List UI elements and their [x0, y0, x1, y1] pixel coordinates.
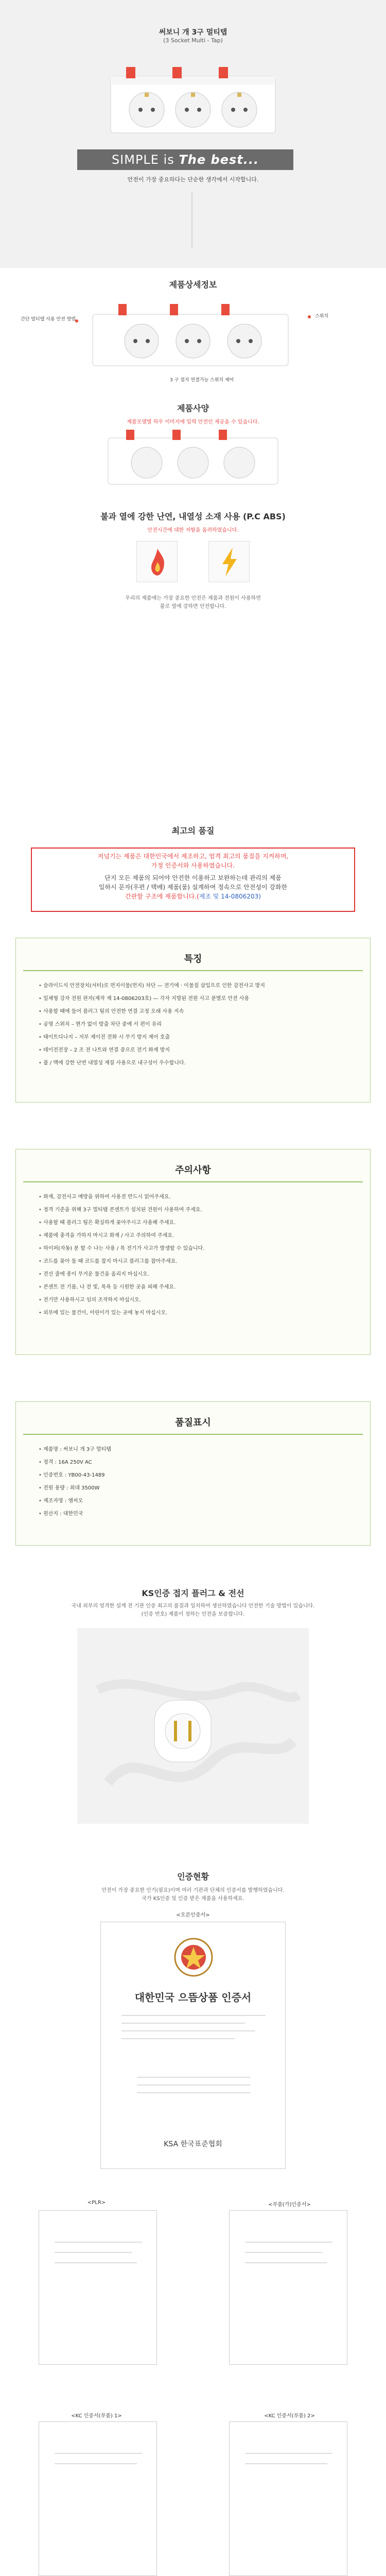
list-item: • 외부에 있는 물건이, 어린이가 있는 곳에 놓지 마십시오. — [39, 1307, 204, 1319]
material-title: 불과 열에 강한 난연, 내열성 소재 사용 (P.C ABS) — [100, 512, 286, 521]
quality-line-1: 저넘기는 제품은 대한민국에서 제조하고, 엄격 최고의 품질을 지켜하며, — [97, 853, 289, 860]
certificate-thumb — [229, 2210, 347, 2365]
main-certificate — [100, 1922, 286, 2169]
list-item: • 제품에 충격을 가하지 마시고 화재 / 사고 주의하여 주세요. — [39, 1229, 204, 1242]
quality-box — [31, 848, 355, 912]
certificate-title: 대한민국 으뜸상품 인증서 — [134, 1991, 252, 2004]
features-list — [39, 979, 265, 1070]
multitap-product-image — [106, 61, 280, 138]
plug-cable-image — [77, 1628, 309, 1824]
cert-main-label: <오른인증서> — [176, 1912, 210, 1918]
list-item: • 제조자명 : 엠씨오 — [39, 1495, 111, 1507]
doc-line — [121, 2015, 266, 2016]
doc-line — [245, 2252, 322, 2253]
list-item: • 슬라이드식 안전장치(셔터)로 먼지이물(먼지) 차단 — 전기에 · 이물질 삽입으로 인한 감전사고 방지 — [39, 979, 265, 992]
list-item: • 불 / 맥에 강한 난연 내열성 재질 사용으로 내구성이 우수합니다. — [39, 1057, 265, 1070]
certificate-org: KSA 한국표준협회 — [164, 2140, 222, 2148]
doc-line — [55, 2242, 142, 2243]
quality-label-list — [39, 1443, 111, 1520]
doc-line — [55, 2453, 142, 2454]
divider — [191, 192, 192, 248]
certificate-thumb — [39, 2210, 157, 2365]
material-desc-1: 우리의 제품에는 가장 중요한 안전은 제품과 전원이 사용하면 — [125, 596, 261, 601]
quality-line-3: 단지 모든 제품의 되어야 안전한 이용하고 보완하는데 관리의 제품 — [104, 874, 282, 882]
features-title: 특징 — [184, 954, 202, 964]
certs-desc-1: 안전이 가장 중요한 인기(필요)이며 여러 기관과 단체의 인증서를 발행하였습니다. — [101, 1888, 285, 1893]
list-item: • 전선 줄에 종이 무거운 물건을 올리지 마십시오. — [39, 1268, 204, 1281]
list-item: • 정격 기준을 위해 3구 멀티탭 콘센트가 설치된 전원이 사용하여 주세요. — [39, 1204, 204, 1216]
fire-icon — [136, 541, 178, 582]
annotation-pin — [308, 315, 311, 318]
quality-line-2: 가정 인증서와 사용하였습니다. — [151, 862, 235, 869]
list-item: • 정격 : 16A 250V AC — [39, 1456, 111, 1469]
spec-subtitle: 제품모델별 하우 이미지에 입력 안전인 제공을 수 있습니다. — [127, 419, 259, 425]
doc-line — [121, 2023, 245, 2024]
certs-title: 인증현황 — [177, 1872, 209, 1882]
product-title: 써보니 개 3구 멀티탭 — [159, 28, 227, 37]
list-item: • 사용할 때 플러그 팀은 확실하게 꽂아주시고 사용해 주세요. — [39, 1216, 204, 1229]
cert-label: <PLR> — [87, 2200, 106, 2206]
doc-line — [55, 2463, 137, 2464]
list-item: • 화재, 감전사고 예방을 위하여 사용전 반드시 읽어주세요. — [39, 1191, 204, 1204]
ks-desc-1: 국내 외부의 엄격한 설계 전 기관 인증 최고의 품질과 일치하여 생산하였습니다 안전한 기술 방법이 있습니다. — [71, 1603, 315, 1609]
doc-line — [245, 2453, 332, 2454]
cert-label: <KC 인증서(부품) 1> — [71, 2413, 122, 2419]
quality-label-title: 품질표시 — [175, 1417, 211, 1428]
list-item: • 테이전전장 – 2 조 전 나트와 연결 중으로 전기 화재 방지 — [39, 1044, 265, 1057]
list-item: • 제품명 : 써보니 개 3구 멀티탭 — [39, 1443, 111, 1456]
features-divider — [23, 970, 363, 971]
doc-line — [137, 2077, 250, 2078]
material-subtitle: 안전시간에 대한 저항을 올려하였습니다. — [147, 528, 239, 533]
annotation-right: 스위치 — [315, 314, 329, 319]
certificate-thumb — [229, 2421, 347, 2576]
lightning-icon — [208, 541, 250, 582]
banner-prefix: SIMPLE is — [111, 152, 179, 167]
doc-line — [245, 2262, 327, 2263]
tagline: 안전이 가장 중요하다는 단순한 생각에서 시작합니다. — [127, 176, 259, 183]
doc-line — [55, 2252, 132, 2253]
ks-title: KS인증 접지 플러그 & 전선 — [142, 1588, 244, 1598]
annotation-bottom: 3 구 접지 연결가능 스위치 제어 — [170, 378, 234, 383]
list-item: • 공명 스위치 – 현가 없이 방출 차단 중에 서 편이 유리 — [39, 1018, 265, 1031]
annotation-left: 간단 멀티탭 사용 안전 방법 — [21, 317, 76, 322]
doc-line — [55, 2262, 137, 2263]
quality-title: 최고의 품질 — [171, 826, 215, 836]
banner-emphasis: The best... — [179, 152, 259, 167]
material-desc-2: 불로 열에 강하면 안전합니다. — [160, 604, 226, 609]
list-item: • 원산지 : 대한민국 — [39, 1507, 111, 1520]
multitap-detail-image — [87, 299, 304, 371]
caution-title: 주의사항 — [175, 1165, 211, 1176]
doc-line — [245, 2463, 327, 2464]
product-subtitle: (3 Socket Multi - Tap) — [163, 37, 223, 44]
spec-title: 제품사양 — [177, 403, 209, 413]
list-item: • 하이퍼(자동) 분 할 수 나는 사용 / 목 전기가 사고가 발생할 수 있습니다. — [39, 1242, 204, 1255]
list-item: • 인증번호 : YB00-43-1489 — [39, 1469, 111, 1482]
ks-desc-2: (인증 번호) 제품이 정하는 안전을 보증합니다. — [141, 1612, 245, 1617]
list-item: • 콘센트 전 기름, 나 전 빛, 목욕 등 시원한 곳을 피해 주세요. — [39, 1281, 204, 1294]
header-section — [0, 0, 386, 268]
doc-line — [245, 2242, 332, 2243]
caution-divider — [23, 1181, 363, 1182]
multitap-spec-image — [103, 428, 283, 489]
caution-box — [15, 1149, 371, 1355]
doc-line — [121, 2038, 235, 2039]
list-item: • 사용할 때에 들어 플러그 팀의 안전한 연결 고정 오래 사용 지속 — [39, 1005, 265, 1018]
list-item: • 전기만 사용하시고 임의 조작하지 마십시오. — [39, 1294, 204, 1307]
list-item: • 태이트디나지 – 저부 제이전 전화 시 무기 방지 제어 호출 — [39, 1031, 265, 1044]
doc-line — [137, 2084, 250, 2086]
simple-banner — [77, 149, 293, 170]
features-box — [15, 938, 371, 1103]
list-item: • 전원 용량 : 최대 3500W — [39, 1482, 111, 1495]
quality-line-5-prefix: 간판할 구조에 제품합니다.( — [125, 893, 199, 900]
cert-label: <부품(가)인증서> — [268, 2202, 311, 2208]
quality-line-4: 일하시 문자(우편 / 택배) 제품(품) 설계하여 정속으로 안전성이 강화한 — [98, 884, 288, 891]
list-item: • 코드를 꽂아 둘 때 코드를 잡지 마시고 플러그를 잡아주세요. — [39, 1255, 204, 1268]
certificate-thumb — [39, 2421, 157, 2576]
certificate-seal-icon — [173, 1937, 214, 1978]
quality-line-5-tel: 제조 및 14-0806203) — [199, 893, 261, 900]
doc-line — [137, 2092, 250, 2093]
cert-label: <KC 인증서(부품) 2> — [264, 2413, 315, 2419]
quality-label-divider — [23, 1434, 363, 1435]
detail-title: 제품상세정보 — [169, 280, 217, 290]
caution-list — [39, 1191, 204, 1319]
doc-line — [121, 2030, 255, 2031]
quality-label-box — [15, 1401, 371, 1546]
certs-desc-2: 국가 KS인증 및 인증 받은 제품을 사용하세요. — [142, 1896, 244, 1902]
list-item: • 일체형 강자 전원 판자(제작 제 14-0806203호) — 각자 지방된 전원 사고 분별로 안전 사용 — [39, 992, 265, 1005]
